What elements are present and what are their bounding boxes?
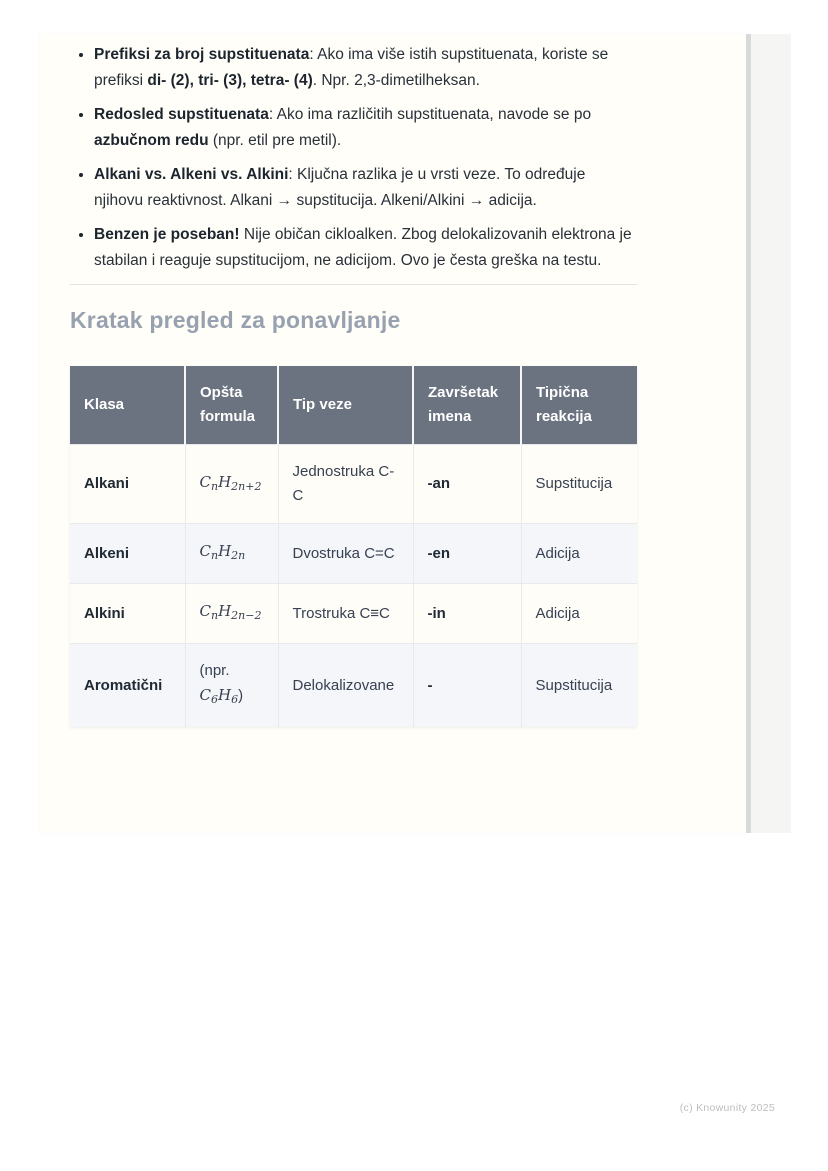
bullet-item-prefiksi: • Prefiksi za broj supstituenata: Ako ima više istih supstituenata, koriste se prefiksi di- (2), tri- (3), tetra- (4). Npr. 2,3-dimetilheksan. <box>94 42 637 94</box>
header-cell-tip-veze: Tip veze <box>278 366 413 445</box>
cell-reakcija: Supstitucija <box>521 445 637 524</box>
cell-zavrsetak: - <box>413 644 521 728</box>
cell-tip-veze: Trostruka C≡C <box>278 584 413 644</box>
table-header-row <box>70 366 637 445</box>
table-row-alkini <box>70 584 637 644</box>
cell-klasa: Alkeni <box>70 524 185 584</box>
table-row-alkeni <box>70 524 637 584</box>
cell-formula: $C_nH_{2n-2}$ <box>185 584 278 644</box>
cell-tip-veze: Jednostruka C-C <box>278 445 413 524</box>
header-cell-klasa: Klasa <box>70 366 185 445</box>
header-cell-zavrsetak: Završetak imena <box>413 366 521 445</box>
header-cell-formula: Opšta formula <box>185 366 278 445</box>
bullet-list <box>70 42 637 274</box>
table-row-alkani <box>70 445 637 524</box>
header-cell-reakcija: Tipična reakcija <box>521 366 637 445</box>
bullet-item-benzen: • Benzen je poseban! Nije običan cikloalken. Zbog delokalizovanih elektrona je stabilan i reaguje supstitucijom, ne adicijom. Ovo je česta greška na testu. <box>94 222 637 274</box>
cell-klasa: Alkani <box>70 445 185 524</box>
cell-zavrsetak: -en <box>413 524 521 584</box>
cell-reakcija: Supstitucija <box>521 644 637 728</box>
cell-zavrsetak: -an <box>413 445 521 524</box>
page-edge-strip <box>751 34 791 833</box>
cell-klasa: Aromatični <box>70 644 185 728</box>
cell-tip-veze: Dvostruka C=C <box>278 524 413 584</box>
bullet-item-redosled: • Redosled supstituenata: Ako ima različitih supstituenata, navode se po azbučnom redu (npr. etil pre metil). <box>94 102 637 154</box>
cell-formula: (npr. $C_6H_6$) <box>185 644 278 728</box>
cell-klasa: Alkini <box>70 584 185 644</box>
cell-formula: $C_nH_{2n}$ <box>185 524 278 584</box>
copyright-notice: (c) Knowunity 2025 <box>679 1102 775 1114</box>
cell-tip-veze: Delokalizovane <box>278 644 413 728</box>
section-heading: Kratak pregled za ponavljanje <box>70 307 401 333</box>
cell-reakcija: Adicija <box>521 524 637 584</box>
cell-reakcija: Adicija <box>521 584 637 644</box>
summary-table <box>70 366 637 727</box>
bullet-item-alkani-vs: • Alkani vs. Alkeni vs. Alkini: Ključna razlika je u vrsti veze. To određuje njihovu reaktivnost. Alkani → supstitucija. Alkeni/Alkini → adicija. <box>94 162 637 214</box>
section-divider <box>70 284 637 285</box>
document-page <box>40 34 746 833</box>
cell-zavrsetak: -in <box>413 584 521 644</box>
table-row-aromaticni <box>70 644 637 728</box>
cell-formula: $C_nH_{2n+2}$ <box>185 445 278 524</box>
